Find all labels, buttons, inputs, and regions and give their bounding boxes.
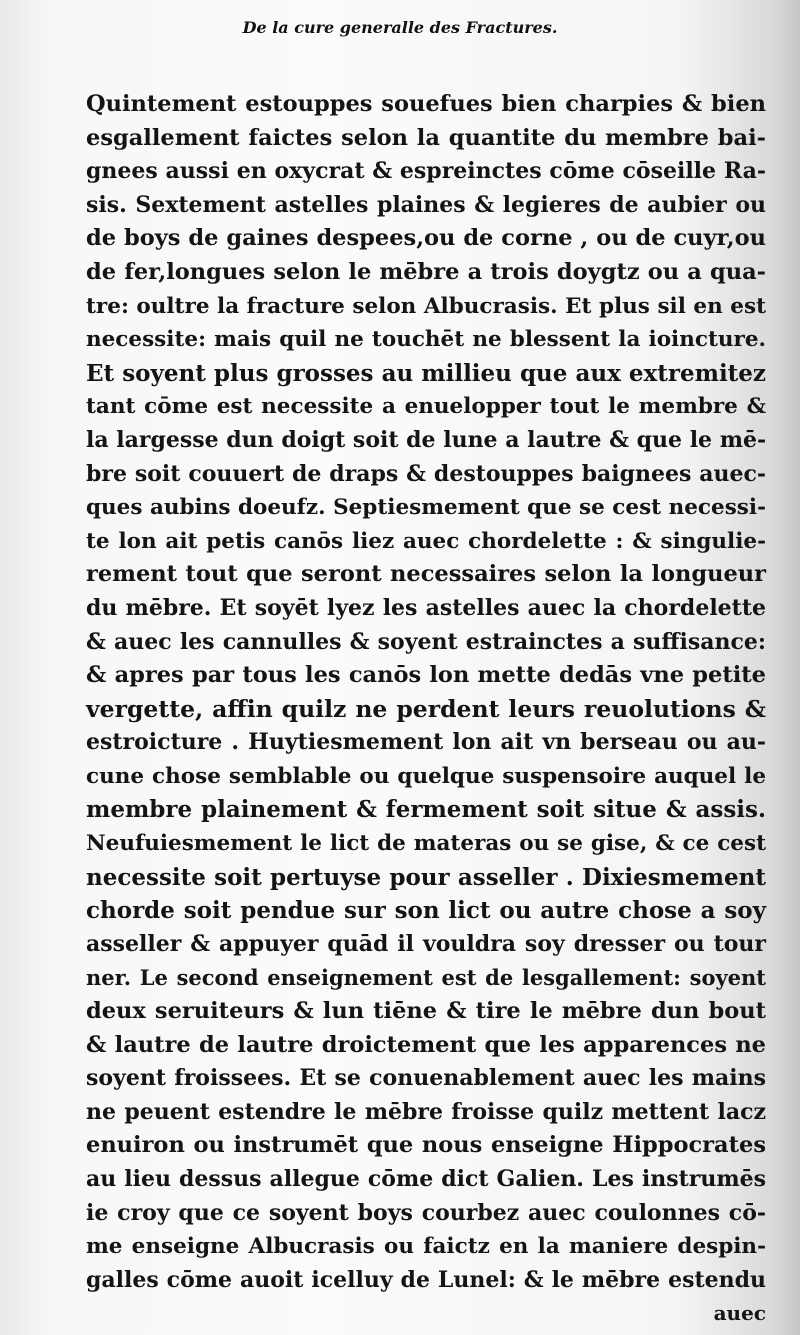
text-line: vergette, affin quilz ne perdent leurs reuolutions &: [86, 694, 766, 723]
text-line: tre: oultre la fracture selon Albucrasis. Et plus sil en est: [86, 293, 766, 319]
text-line: la largesse dun doigt soit de lune a lautre & que le mē-: [86, 426, 767, 453]
text-line: au lieu dessus allegue cōme dict Galien. Les instrumēs: [86, 1166, 766, 1192]
text-line: enuiron ou instrumēt que nous enseigne Hippocrates: [86, 1132, 766, 1159]
text-line: & auec les cannulles & soyent estrainctes a suffisance:: [86, 628, 766, 655]
text-line: asseller & appuyer quād il vouldra soy dresser ou tour: [86, 930, 766, 957]
text-line: estroicture . Huytiesmement lon ait vn berseau ou au-: [86, 729, 766, 756]
text-line: membre plainement & fermement soit situe & assis.: [86, 796, 766, 824]
text-line: necessite: mais quil ne touchēt ne blessent la ioincture.: [86, 327, 766, 353]
text-line: chorde soit pendue sur son lict ou autre chose a soy: [86, 897, 766, 925]
text-line: me enseigne Albucrasis ou faictz en la maniere despin-: [86, 1234, 766, 1260]
text-line: du mēbre. Et soyēt lyez les astelles auec la chordelette: [86, 594, 766, 621]
text-line: ie croy que ce soyent boys courbez auec coulonnes cō-: [86, 1199, 766, 1226]
text-line: esgallement faictes selon la quantite du membre bai-: [86, 124, 766, 151]
text-line: ne peuent estendre le mēbre froisse quilz mettent lacz: [86, 1098, 766, 1125]
text-line: Neufuiesmement le lict de materas ou se gise, & ce cest: [86, 831, 766, 857]
catchword: auec: [713, 1301, 766, 1326]
text-line: ner. Le second enseignement est de lesgallement: soyent: [86, 965, 766, 991]
text-line: bre soit couuert de draps & destouppes baignees auec-: [86, 460, 766, 487]
text-line: de boys de gaines despees,ou de corne , ou de cuyr,ou: [86, 225, 766, 252]
text-line: rement tout que seront necessaires selon la longueur: [86, 561, 766, 588]
text-line: galles cōme auoit icelluy de Lunel: & le mēbre estendu: [86, 1266, 766, 1293]
text-line: & apres par tous les canōs lon mette dedās vne petite: [86, 662, 766, 689]
show-through-text: [60, 50, 65, 64]
text-line: & lautre de lautre droictement que les apparences ne: [86, 1031, 766, 1058]
body-text: [86, 88, 766, 1331]
text-line: Et soyent plus grosses au millieu que aux extremitez: [86, 359, 766, 387]
text-line: necessite soit pertuyse pour asseller . Dixiesmement: [86, 863, 766, 891]
text-line: gnees aussi en oxycrat & espreinctes cōme cōseille Ra-: [86, 158, 766, 185]
text-line: te lon ait petis canōs liez auec chordelette : & singulie-: [86, 528, 766, 554]
text-line: de fer,longues selon le mēbre a trois doygtz ou a qua-: [86, 258, 766, 285]
text-line: sis. Sextement astelles plaines & legieres de aubier ou: [86, 191, 766, 218]
text-line: ques aubins doeufz. Septiesmement que se cest necessi-: [86, 495, 766, 521]
running-head: De la cure generalle des Fractures.: [242, 18, 558, 37]
text-line: deux seruiteurs & lun tiēne & tire le mēbre dun bout: [86, 998, 766, 1025]
text-line: tant cōme est necessite a enuelopper tout le membre &: [86, 394, 766, 420]
text-line: Quintement estouppes souefues bien charpies & bien: [86, 91, 766, 117]
text-line: cune chose semblable ou quelque suspensoire auquel le: [86, 763, 766, 789]
text-line: soyent froissees. Et se conuenablement auec les mains: [86, 1065, 766, 1092]
